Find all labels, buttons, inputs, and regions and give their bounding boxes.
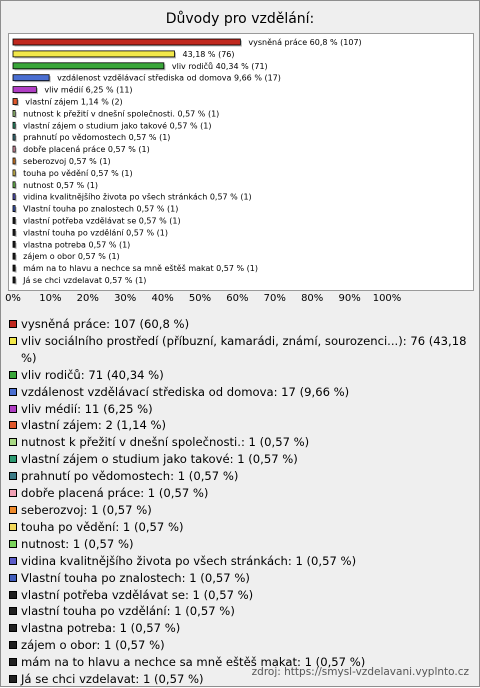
plot-area: [8, 33, 474, 291]
bar-label: dobře placená práce 0,57 % (1): [23, 145, 150, 155]
legend-label: vidina kvalitnějšího života po všech stránkách: 1 (0,57 %): [21, 553, 357, 568]
bar: [13, 229, 15, 235]
bar: [13, 39, 240, 45]
legend-item: [9, 451, 473, 468]
legend-label: vysněná práce: 107 (60,8 %): [21, 317, 190, 331]
legend-label: vliv sociálního prostředí (příbuzní, kamarádi, známí, sourozenci...): 76 (43,18 %): [21, 333, 471, 365]
legend-label: mám na to hlavu a nechce sa mně eštěš makat: 1 (0,57 %): [21, 655, 366, 670]
legend-label: Já se chci vzdelavat: 1 (0,57 %): [21, 672, 204, 687]
x-tick-label: 40%: [151, 293, 174, 304]
bar: [13, 87, 36, 93]
legend-item: [9, 434, 473, 451]
chart-title: Důvody pro vzdělání:: [165, 11, 315, 27]
legend-label: vlastní zájem: 2 (1,14 %): [21, 418, 167, 433]
legend: [9, 316, 473, 688]
legend-label: vlastní zájem o studium jako takové: 1 (0,57 %): [21, 452, 298, 467]
x-tick-label: 30%: [114, 293, 137, 304]
legend-swatch: [9, 624, 17, 632]
legend-label: zájem o obor: 1 (0,57 %): [21, 638, 165, 653]
legend-label: Vlastní touha po znalostech: 1 (0,57 %): [21, 570, 250, 585]
bar-label: mám na to hlavu a nechce sa mně eštěš makat 0,57 % (1): [23, 264, 258, 274]
legend-swatch: [9, 472, 17, 480]
legend-swatch: [9, 675, 17, 683]
legend-item: [9, 620, 473, 637]
bar: [13, 122, 15, 128]
bar-label: vysněná práce 60,8 % (107): [248, 38, 362, 47]
legend-swatch: [9, 591, 17, 599]
legend-swatch: [9, 641, 17, 649]
bar-label: vliv rodičů 40,34 % (71): [171, 61, 268, 71]
bar: [13, 206, 15, 212]
bar-label: vlastní zájem o studium jako takové 0,57 % (1): [23, 121, 212, 131]
bar-label: Já se chci vzdelavat 0,57 % (1): [23, 276, 147, 285]
legend-item: [9, 536, 473, 553]
bar-label: vlastna potreba 0,57 % (1): [23, 240, 131, 250]
legend-swatch: [9, 337, 17, 345]
x-tick-label: 60%: [226, 293, 249, 304]
legend-item: [9, 367, 473, 384]
legend-label: vlastní touha po vzdělání: 1 (0,57 %): [21, 604, 235, 619]
bar-label: 43,18 % (76): [182, 49, 235, 59]
legend-label: dobře placená práce: 1 (0,57 %): [21, 486, 209, 501]
legend-swatch: [9, 388, 17, 396]
legend-label: nutnost k přežití v dnešní společnosti.: 1 (0,57 %): [21, 435, 310, 450]
x-axis-ticks: [1, 293, 479, 307]
bar-label: vlastní zájem 1,14 % (2): [25, 97, 123, 107]
bar-label: prahnutí po vědomostech 0,57 % (1): [23, 133, 171, 143]
legend-label: nutnost: 1 (0,57 %): [21, 536, 134, 551]
x-tick-label: 10%: [39, 293, 62, 304]
legend-label: vliv médií: 11 (6,25 %): [21, 401, 153, 416]
bar: [13, 158, 15, 164]
legend-item: [9, 587, 473, 604]
x-tick-label: 0%: [5, 293, 21, 304]
source-credit: zdroj: https://smysl-vzdelavani.vyplnto.cz: [251, 666, 469, 678]
legend-label: vliv rodičů: 71 (40,34 %): [21, 367, 164, 382]
legend-item: [9, 468, 473, 485]
bar: [13, 241, 15, 247]
legend-item: [9, 603, 473, 620]
bar: [13, 75, 49, 81]
bar-label: vlastní touha po vzdělání 0,57 % (1): [23, 228, 168, 238]
bar: [13, 194, 15, 200]
bar-label: zájem o obor 0,57 % (1): [23, 252, 120, 262]
legend-swatch: [9, 607, 17, 615]
legend-swatch: [9, 405, 17, 413]
legend-item: [9, 570, 473, 587]
legend-swatch: [9, 557, 17, 565]
legend-label: seberozvoj: 1 (0,57 %): [21, 502, 152, 517]
legend-swatch: [9, 438, 17, 446]
x-tick-label: 50%: [188, 293, 212, 304]
legend-item: [9, 333, 473, 367]
legend-item: [9, 417, 473, 434]
x-tick-label: 90%: [338, 293, 361, 304]
legend-label: prahnutí po vědomostech: 1 (0,57 %): [21, 469, 239, 484]
legend-item: [9, 485, 473, 502]
legend-item: [9, 384, 473, 401]
legend-label: touha po vědění: 1 (0,57 %): [21, 519, 184, 534]
bar: [13, 110, 15, 116]
bar-chart-svg: [9, 34, 473, 290]
bar: [13, 170, 15, 176]
legend-item: [9, 553, 473, 570]
bar-label: nutnost 0,57 % (1): [23, 180, 99, 190]
legend-item: [9, 637, 473, 654]
bar: [13, 146, 15, 152]
x-tick-label: 100%: [372, 293, 402, 304]
bar: [13, 265, 15, 271]
legend-label: vlastna potreba: 1 (0,57 %): [21, 621, 181, 636]
bar-label: nutnost k přežití v dnešní společnosti. 0,57 % (1): [23, 109, 220, 119]
bar: [13, 277, 15, 283]
legend-label: vzdálenost vzdělávací střediska od domova: 17 (9,66 %): [21, 384, 350, 399]
bar-label: vliv médií 6,25 % (11): [44, 85, 133, 95]
bar-label: Vlastní touha po znalostech 0,57 % (1): [23, 204, 179, 214]
legend-item: [9, 316, 473, 333]
bar: [13, 51, 174, 57]
legend-swatch: [9, 421, 17, 429]
legend-item: [9, 502, 473, 519]
legend-item: [9, 519, 473, 536]
bar-label: touha po vědění 0,57 % (1): [23, 168, 133, 178]
legend-swatch: [9, 320, 17, 328]
bar: [13, 99, 17, 105]
bar-label: seberozvoj 0,57 % (1): [23, 157, 111, 166]
bar: [13, 63, 164, 69]
legend-item: [9, 401, 473, 418]
bar: [13, 182, 15, 188]
legend-swatch: [9, 523, 17, 531]
x-tick-label: 20%: [76, 293, 99, 304]
legend-swatch: [9, 506, 17, 514]
bar-label: vidina kvalitnějšího života po všech stránkách 0,57 % (1): [23, 192, 252, 202]
legend-swatch: [9, 489, 17, 497]
x-tick-label: 70%: [263, 293, 286, 304]
bar-label: vlastní potřeba vzdělávat se 0,57 % (1): [23, 216, 181, 226]
legend-swatch: [9, 574, 17, 582]
legend-swatch: [9, 371, 17, 379]
legend-swatch: [9, 455, 17, 463]
legend-swatch: [9, 658, 17, 666]
legend-swatch: [9, 540, 17, 548]
bar: [13, 218, 15, 224]
bar-label: vzdálenost vzdělávací střediska od domova 9,66 % (17): [57, 73, 281, 83]
x-tick-label: 80%: [301, 293, 324, 304]
legend-label: vlastní potřeba vzdělávat se: 1 (0,57 %): [21, 587, 254, 602]
bar: [13, 134, 15, 140]
bar: [13, 253, 15, 259]
